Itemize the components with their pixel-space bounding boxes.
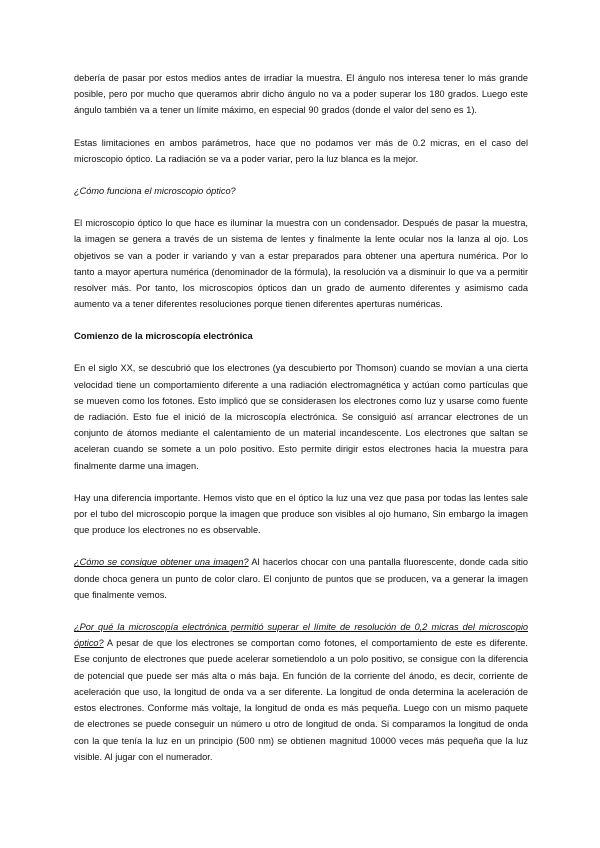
question-heading-optical: ¿Cómo funciona el microscopio óptico? (74, 186, 236, 197)
question-inline-image: ¿Cómo se consigue obtener una imagen? (74, 557, 249, 568)
paragraph-7 (74, 619, 528, 765)
paragraph-5: Hay una diferencia importante. Hemos visto que en el óptico la luz una vez que pasa por todas las lentes sale por el tubo del microscopio porque la imagen que produce son visibles al ojo humano, Sin embargo la imagen que produce los electrones no es observable. (74, 492, 528, 536)
section-heading-electron-microscopy: Comienzo de la microscopía electrónica (74, 330, 253, 342)
paragraph-3: El microscopio óptico lo que hace es iluminar la muestra con un condensador. Después de pasar la muestra, la imagen se genera a través de un sistema de lentes y finalmente la lente ocular nos la lanza al ojo. Los objetivos se van a poder ir variando y van a estar preparados para obtener una apertura numérica. Por lo tanto a mayor apertura numérica (denominador de la fórmula), la resolución va a disminuir lo que va a permitir resolver más. Por tanto, los microscopios ópticos dan un grado de aumento diferentes y asimismo cada aumento va a tener diferentes resoluciones porque tienen diferentes aperturas numéricas. (74, 218, 528, 310)
paragraph-1: debería de pasar por estos medios antes de irradiar la muestra. El ángulo nos interesa tener lo más grande posible, pero por mucho que queramos abrir dicho ángulo no va a poder superar los 180 grados. Luego este ángulo también va a tener un límite máximo, en especial 90 grados (donde el valor del seno es 1). (74, 73, 528, 116)
paragraph-6-text: Al hacerlos chocar con una pantalla fluorescente, donde cada sitio donde choca genera un punto de color claro. El conjunto de puntos que se producen, va a generar la imagen que finalmente vemos. (74, 557, 528, 600)
question-inline-resolution: ¿Por qué la microscopía electrónica permitió superar el límite de resolución de 0,2 micras del microscopio óptico? (74, 622, 528, 649)
paragraph-6 (74, 554, 528, 603)
paragraph-2: Estas limitaciones en ambos parámetros, hace que no podamos ver más de 0.2 micras, en el caso del microscopio óptico. La radiación se va a poder variar, pero la luz blanca es la mejor. (74, 137, 528, 164)
paragraph-7-text: A pesar de que los electrones se comportan como fotones, el comportamiento de este es diferente. Ese conjunto de electrones que puede acelerar sometiendolo a un polo positivo, se consigue con la diferencia de potencial que puede ser más alta o más baja. En función de la corriente del ánodo, es decir, corriente de aceleración que uso, la longitud de onda va a ser diferente. La longitud de onda determina la aceleración de estos electrones. Conforme más voltaje, la longitud de onda es más pequeña. Luego con un mismo paquete de electrones se puede conseguir un número u otro de longitud de onda. Si comparamos la longitud de onda con la que tenía la luz en un principio (500 nm) se obtienen magnitud 10000 veces más pequeña que la luz visible. Al jugar con el numerador. (74, 638, 528, 762)
paragraph-4: En el siglo XX, se descubrió que los electrones (ya descubierto por Thomson) cuando se movían a una cierta velocidad tiene un comportamiento diferente a una radiación electromagnética y actúan como partículas que se mueven como los fotones. Esto implicó que se considerasen los electrones como luz y usarse como fuente de radiación. Esto fue el inició de la microscopía electrónica. Se consiguió así arrancar electrones de un conjunto de átomos mediante el calentamiento de un material incandescente. Los electrones que saltan se aceleran cuando se somete a un polo positivo. Esto permite dirigir estos electrones hacia la muestra para finalmente darme una imagen. (74, 363, 528, 471)
